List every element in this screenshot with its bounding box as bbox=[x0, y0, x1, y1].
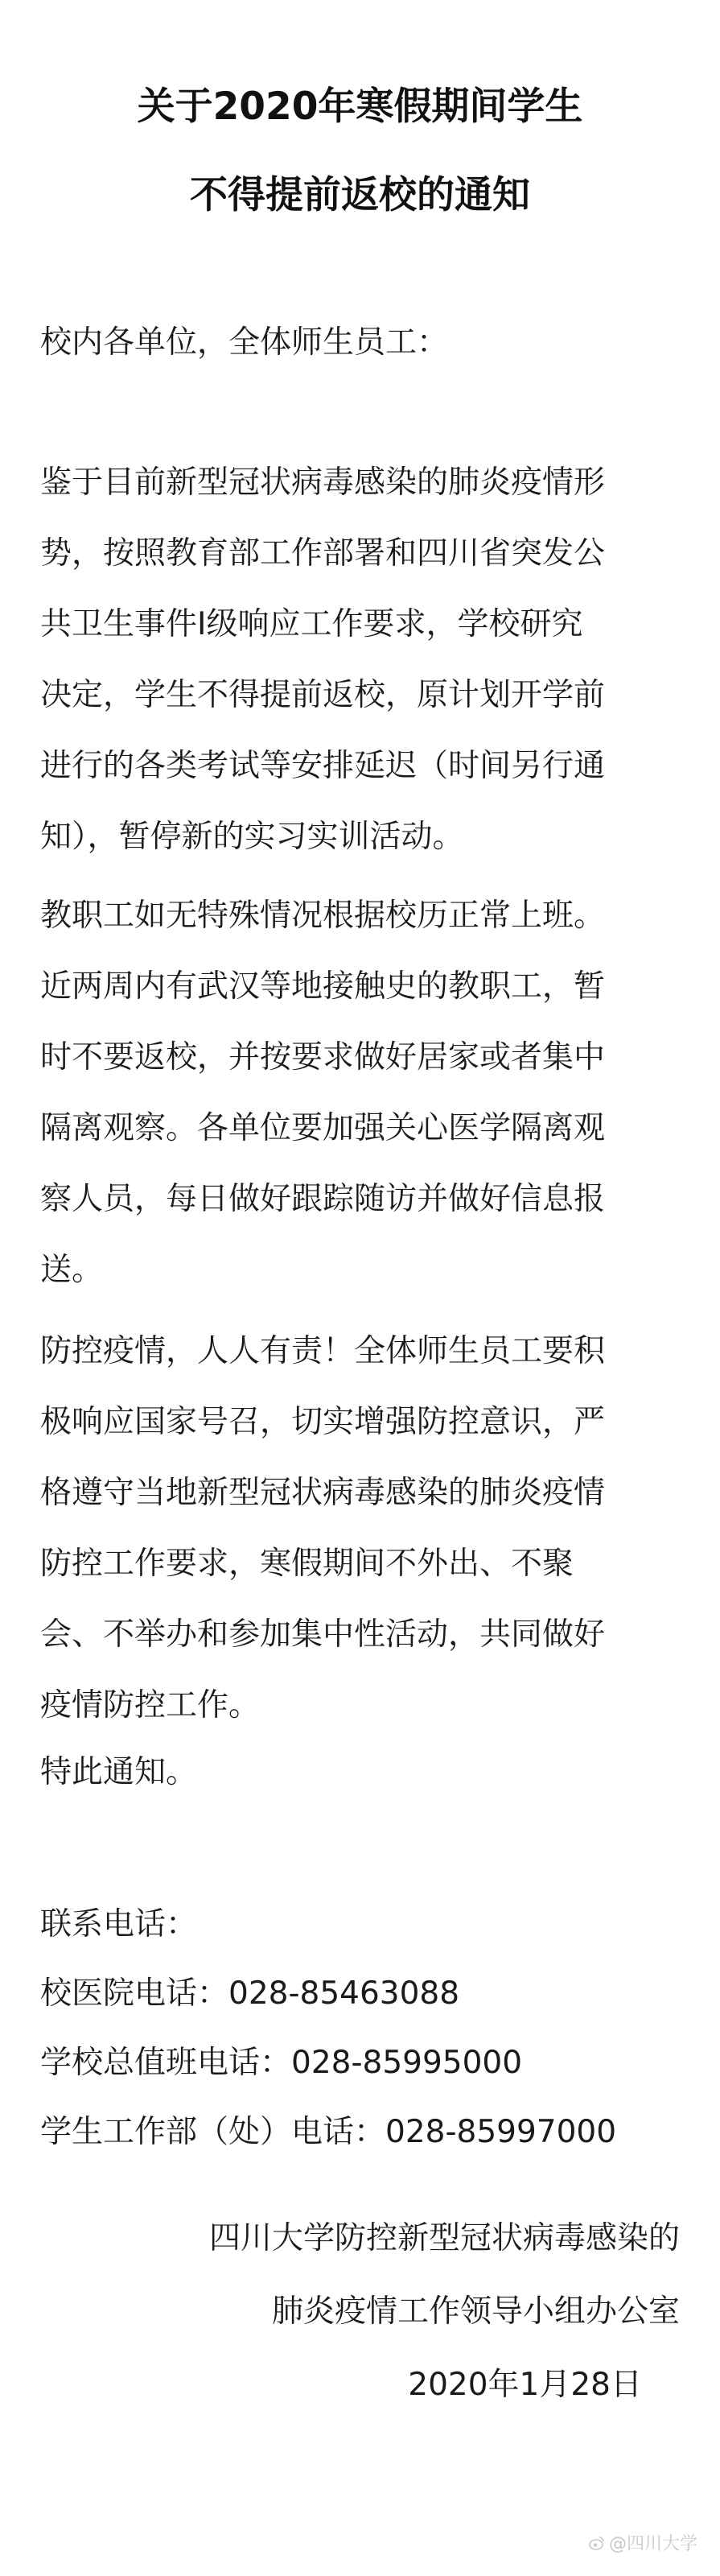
contact-item-hospital: 校医院电话：028-85463088 bbox=[40, 1975, 460, 2012]
paragraph-line: 鉴于目前新型冠状病毒感染的肺炎疫情形 bbox=[40, 464, 606, 501]
signature-line-1: 四川大学防控新型冠状病毒感染的 bbox=[208, 2220, 680, 2256]
paragraph-line: 疫情防控工作。 bbox=[40, 1687, 261, 1724]
paragraph-line: 极响应国家号召，切实增强防控意识，严 bbox=[40, 1404, 606, 1440]
weibo-icon bbox=[588, 2534, 606, 2552]
paragraph-line: 送。 bbox=[40, 1252, 104, 1288]
paragraph-line: 防控疫情，人人有责！全体师生员工要积 bbox=[40, 1333, 606, 1369]
notice-title-line-2: 不得提前返校的通知 bbox=[190, 173, 530, 217]
notice-title-line-1: 关于2020年寒假期间学生 bbox=[137, 85, 583, 129]
paragraph-line: 时不要返校，并按要求做好居家或者集中 bbox=[40, 1039, 606, 1075]
salutation bbox=[40, 319, 684, 367]
paragraph-line: 进行的各类考试等安排延迟（时间另行通 bbox=[40, 748, 606, 784]
paragraph-line: 隔离观察。各单位要加强关心医学隔离观 bbox=[40, 1110, 606, 1146]
closing bbox=[40, 1748, 684, 1797]
paragraph-prevention bbox=[40, 1316, 684, 1741]
paragraph-line: 格遵守当地新型冠状病毒感染的肺炎疫情 bbox=[40, 1475, 606, 1511]
paragraph-staff bbox=[40, 881, 684, 1306]
contact-item-student-affairs: 学生工作部（处）电话：028-85997000 bbox=[40, 2114, 617, 2150]
watermark-text: @四川大学 bbox=[608, 2534, 697, 2554]
paragraph-line: 教职工如无特殊情况根据校历正常上班。 bbox=[40, 898, 606, 934]
paragraph-line: 防控工作要求，寒假期间不外出、不聚 bbox=[40, 1546, 574, 1582]
paragraph-line: 知），暂停新的实习实训活动。 bbox=[40, 819, 464, 855]
paragraph-line: 决定，学生不得提前返校，原计划开学前 bbox=[40, 677, 606, 713]
contact-list bbox=[40, 1890, 684, 2167]
watermark bbox=[588, 2530, 697, 2555]
contact-item-duty-office: 学校总值班电话：028-85995000 bbox=[40, 2045, 523, 2081]
paragraph-line: 势，按照教育部工作部署和四川省突发公 bbox=[40, 535, 606, 572]
signature-line-2: 肺炎疫情工作领导小组办公室 bbox=[271, 2293, 680, 2330]
paragraph-suspension bbox=[40, 448, 684, 873]
signature-date: 2020年1月28日 bbox=[408, 2367, 642, 2403]
paragraph-line: 察人员，每日做好跟踪随访并做好信息报 bbox=[40, 1181, 606, 1217]
contact-heading: 联系电话： bbox=[40, 1906, 198, 1942]
salutation-text: 校内各单位，全体师生员工： bbox=[40, 324, 449, 361]
paragraph-line: 会、不举办和参加集中性活动，共同做好 bbox=[40, 1616, 606, 1653]
closing-text: 特此通知。 bbox=[40, 1754, 198, 1790]
paragraph-line: 共卫生事件Ⅰ级响应工作要求，学校研究 bbox=[40, 606, 583, 642]
paragraph-line: 近两周内有武汉等地接触史的教职工，暂 bbox=[40, 968, 606, 1005]
